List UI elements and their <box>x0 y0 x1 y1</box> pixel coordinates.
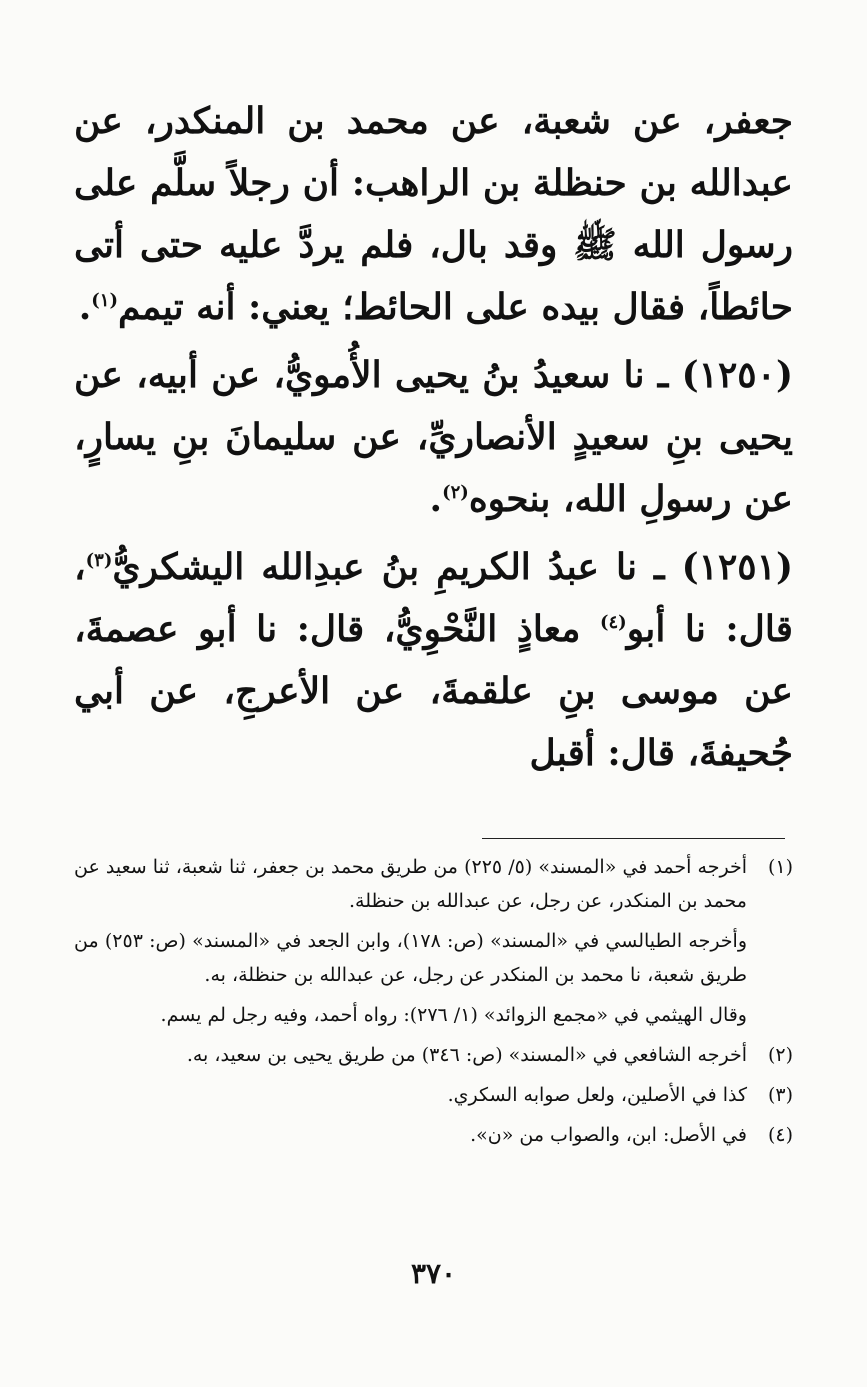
footnote-line: وأخرجه الطيالسي في «المسند» (ص: ١٧٨)، وابن الجعد في «المسند» (ص: ٢٥٣) من طريق شعبة، نا محمد بن المنكدر عن رجل، عن عبدالله بن حنظلة، به. <box>74 930 748 986</box>
footnote-2 <box>74 1038 793 1072</box>
footnote-body <box>74 850 747 1032</box>
footnote-label: (٣) <box>767 1084 793 1106</box>
footnote-line: كذا في الأصلين، ولعل صوابه السكري. <box>447 1084 747 1106</box>
footnote-label: (١) <box>767 856 793 878</box>
page-number: ٣٧٠ <box>410 1257 457 1290</box>
footnote-line: وقال الهيثمي في «مجمع الزوائد» (١/ ٢٧٦): رواه أحمد، وفيه رجل لم يسم. <box>160 1004 747 1026</box>
footnote-body <box>74 1038 747 1072</box>
footnote-ref-4[interactable]: (٤) <box>599 612 627 633</box>
paragraph-1250 <box>74 344 793 530</box>
main-text <box>74 90 793 784</box>
footnote-3 <box>74 1078 793 1112</box>
paragraph-1-text: جعفر، عن شعبة، عن محمد بن المنكدر، عن عبدالله بن حنظلة بن الراهب: أن رجلاً سلَّم على رسول الله ﷺ وقد بال، فلم يردَّ عليه حتى أتى حائطاً، فقال بيده على الحائط؛ يعني: أنه تيمم <box>74 100 793 328</box>
footnotes <box>74 850 793 1152</box>
footnote-body <box>74 1078 747 1112</box>
footnote-4 <box>74 1118 793 1152</box>
footnote-label: (٤) <box>767 1124 793 1146</box>
paragraph-1-tail: . <box>78 286 92 328</box>
paragraph-1251-text-b: ، قال: نا أبو <box>74 546 793 650</box>
footnote-ref-1[interactable]: (١) <box>91 290 118 311</box>
footnote-ref-3[interactable]: (٣) <box>85 550 113 571</box>
paragraph-1251-text-c: معاذٍ النَّحْوِيُّ، قال: نا أبو عصمةَ، عن موسى بنِ علقمةَ، عن الأعرجِ، عن أبي جُحيفةَ، قال: أقبل <box>74 608 793 774</box>
paragraph-1 <box>74 90 793 338</box>
footnote-line: أخرجه الشافعي في «المسند» (ص: ٣٤٦) من طريق يحيى بن سعيد، به. <box>186 1044 747 1066</box>
paragraph-1251 <box>74 536 793 784</box>
footnote-ref-2[interactable]: (٢) <box>442 482 469 503</box>
footnote-1 <box>74 850 793 1032</box>
footnote-line: أخرجه أحمد في «المسند» (٥/ ٢٢٥) من طريق محمد بن جعفر، ثنا شعبة، ثنا سعيد عن محمد بن المنكدر، عن رجل، عن عبدالله بن حنظلة. <box>74 856 747 912</box>
footnote-label: (٢) <box>767 1044 793 1066</box>
paragraph-1250-tail: . <box>429 478 443 520</box>
paragraph-1251-text-a: (١٢٥١) ـ نا عبدُ الكريمِ بنُ عبدِالله اليشكريُّ <box>112 546 793 588</box>
footnote-separator <box>482 838 785 839</box>
footnote-line: في الأصل: ابن، والصواب من «ن». <box>470 1124 747 1146</box>
paragraph-1250-text: (١٢٥٠) ـ نا سعيدُ بنُ يحيى الأُمويُّ، عن أبيه، عن يحيى بنِ سعيدٍ الأنصاريِّ، عن سليمانَ بنِ يسارٍ، عن رسولِ الله، بنحوه <box>74 354 793 520</box>
footnote-body <box>74 1118 747 1152</box>
